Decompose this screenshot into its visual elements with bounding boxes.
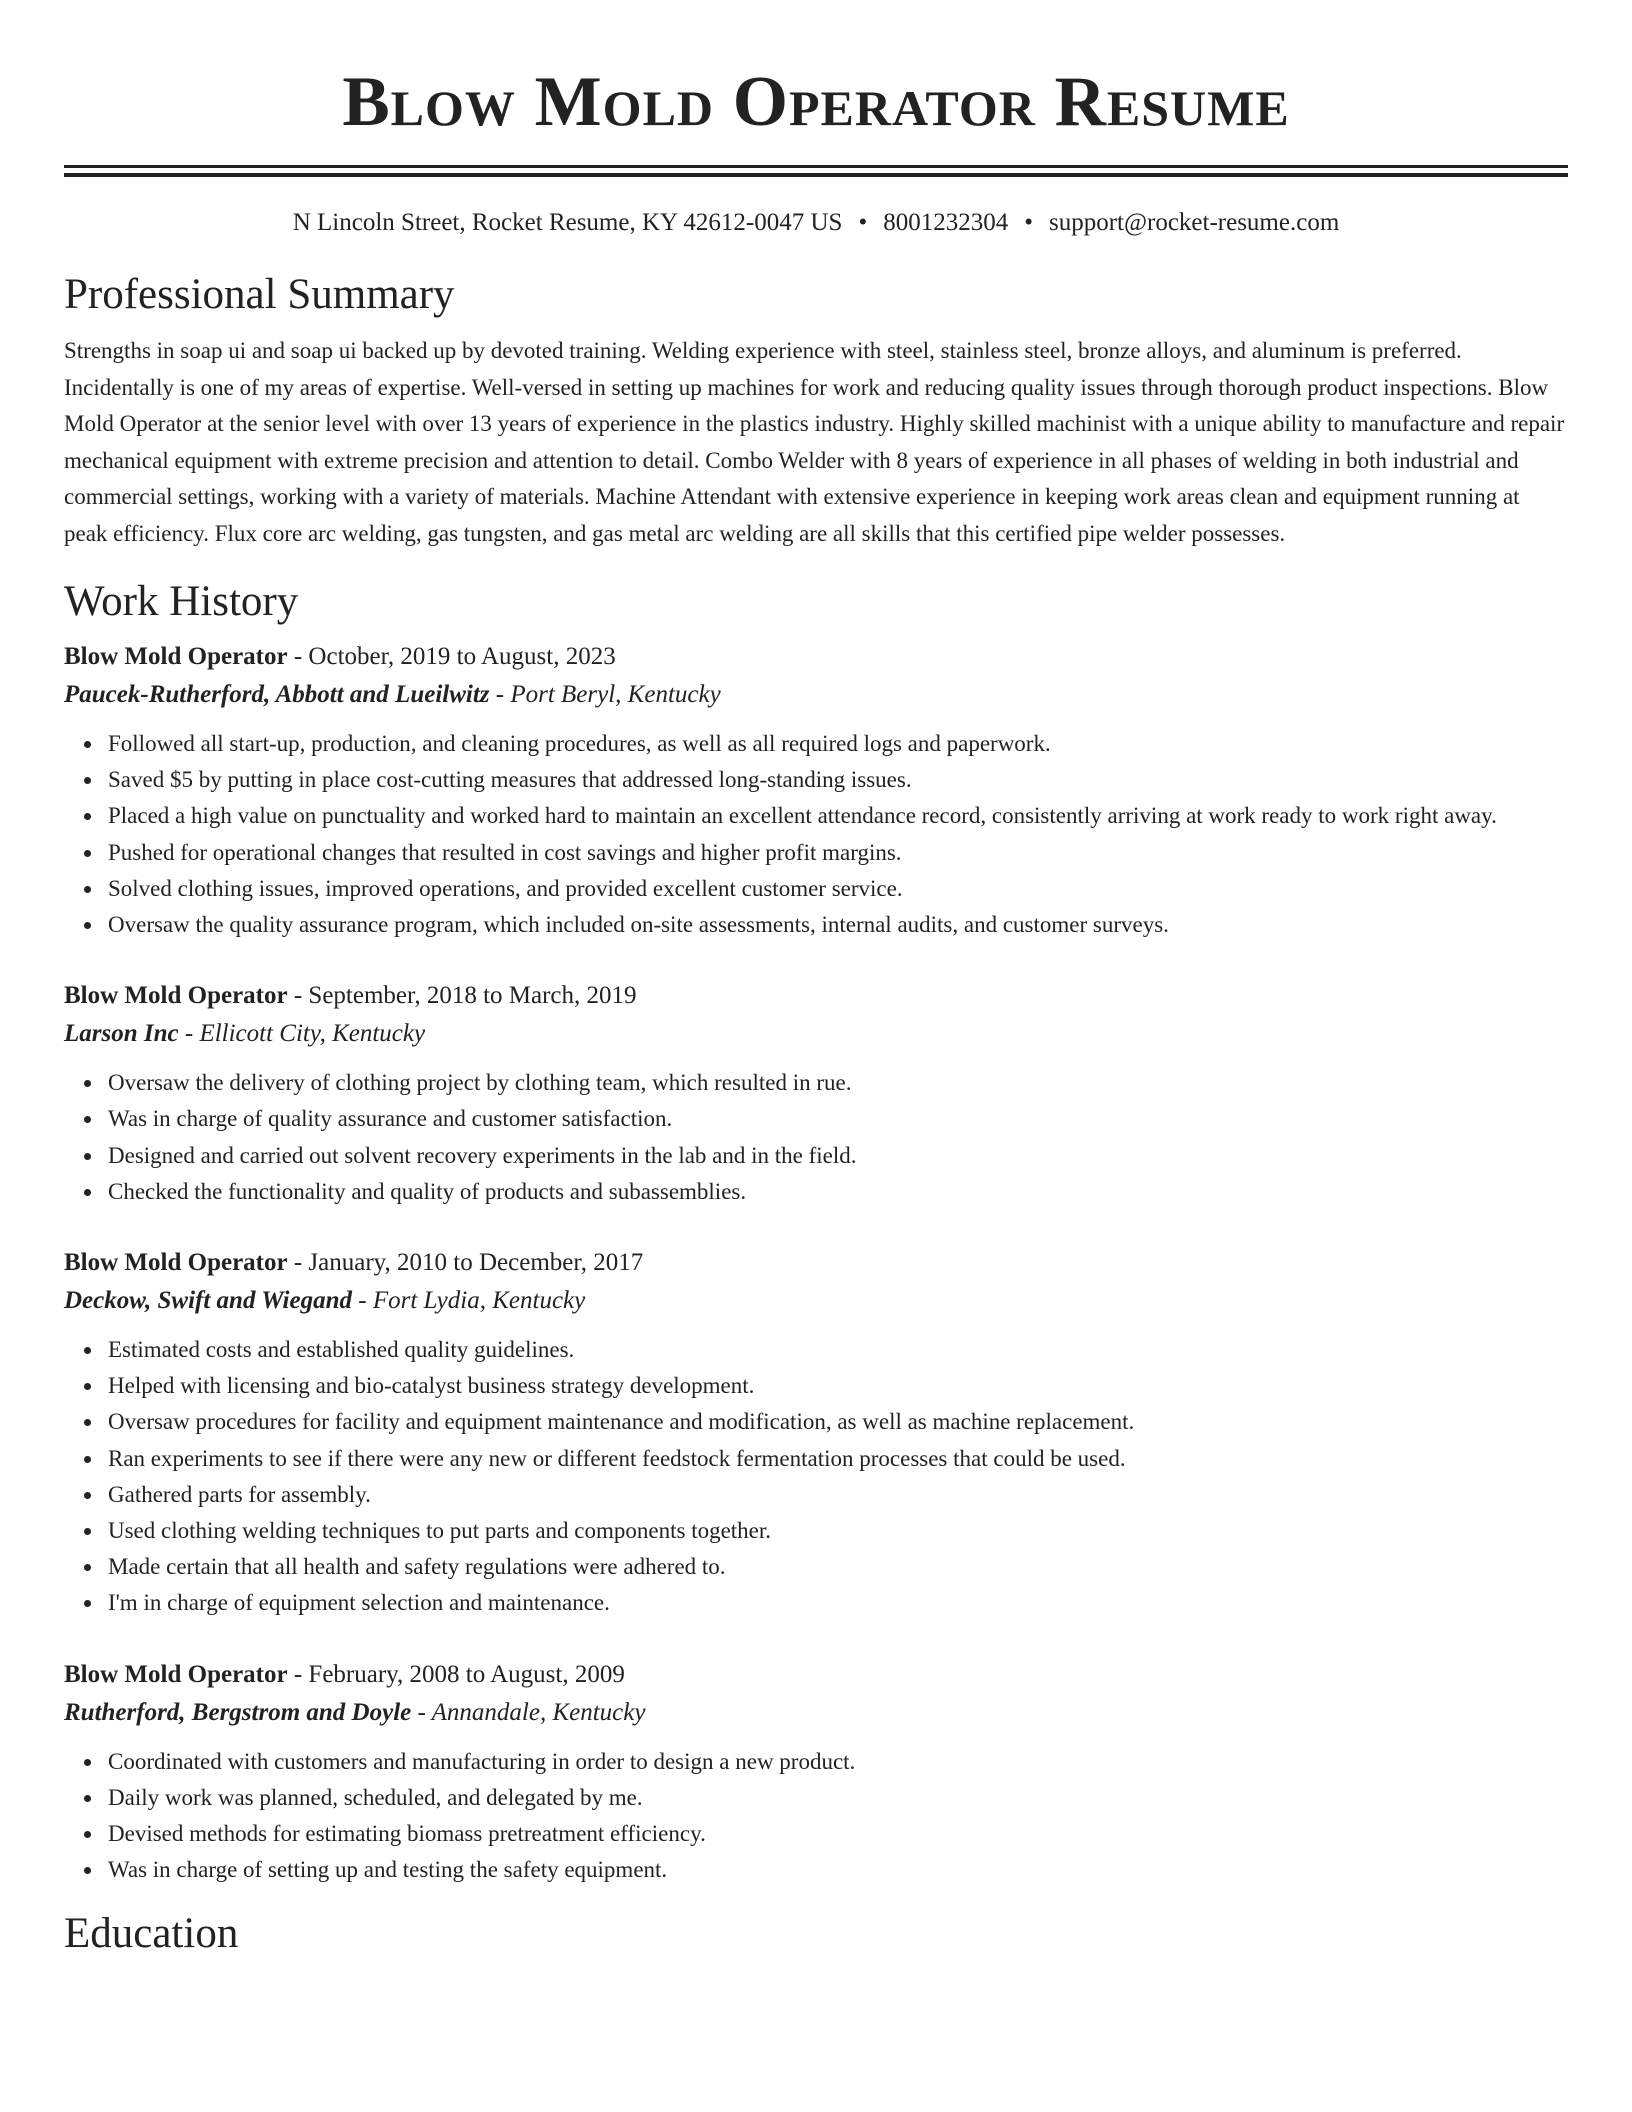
job-duties-list: [64, 1332, 1568, 1622]
job-duty-item: Designed and carried out solvent recovery experiments in the lab and in the field.: [108, 1138, 1568, 1174]
job-location: - Annandale, Kentucky: [411, 1698, 646, 1726]
job-duty-item: Placed a high value on punctuality and worked hard to maintain an excellent attendance record, consistently arriving at work ready to work right away.: [108, 798, 1568, 834]
job-entry: [64, 638, 1568, 943]
job-dates: - September, 2018 to March, 2019: [287, 982, 637, 1010]
job-location: - Port Beryl, Kentucky: [489, 681, 721, 708]
job-company: Rutherford, Bergstrom and Doyle: [64, 1698, 412, 1726]
job-title-line: [64, 1656, 1568, 1694]
contact-email: support@rocket-resume.com: [1048, 209, 1340, 236]
job-duty-item: Daily work was planned, scheduled, and delegated by me.: [108, 1780, 1568, 1816]
job-duty-item: Oversaw the delivery of clothing project by clothing team, which resulted in rue.: [108, 1065, 1568, 1101]
job-duty-item: Used clothing welding techniques to put parts and components together.: [108, 1513, 1568, 1549]
job-dates: - January, 2010 to December, 2017: [287, 1249, 644, 1277]
work-history-heading: Work History: [64, 578, 299, 625]
job-duties-list: [64, 1744, 1568, 1889]
work-history-list: [64, 638, 1568, 1888]
job-duty-item: Coordinated with customers and manufacturing in order to design a new product.: [108, 1744, 1568, 1780]
job-duty-item: Estimated costs and established quality guidelines.: [108, 1332, 1568, 1368]
job-company-line: [64, 676, 1568, 714]
job-role: Blow Mold Operator: [64, 1660, 288, 1688]
job-company: Paucek-Rutherford, Abbott and Lueilwitz: [64, 681, 490, 708]
job-duties-list: [64, 1065, 1568, 1210]
contact-separator: •: [1024, 209, 1033, 236]
contact-phone: 8001232304: [883, 209, 1009, 236]
job-duty-item: Oversaw procedures for facility and equipment maintenance and modification, as well as machine replacement.: [108, 1404, 1568, 1440]
job-duty-item: Followed all start-up, production, and cleaning procedures, as well as all required logs and paperwork.: [108, 726, 1568, 762]
job-company: Deckow, Swift and Wiegand: [64, 1287, 352, 1315]
job-duty-item: Solved clothing issues, improved operations, and provided excellent customer service.: [108, 871, 1568, 907]
job-company: Larson Inc: [64, 1020, 179, 1048]
job-duty-item: Gathered parts for assembly.: [108, 1477, 1568, 1513]
job-duty-item: Devised methods for estimating biomass pretreatment efficiency.: [108, 1816, 1568, 1852]
title-divider: [64, 165, 1568, 177]
education-heading: Education: [64, 1910, 239, 1958]
job-dates: - February, 2008 to August, 2009: [287, 1660, 625, 1688]
job-duty-item: Saved $5 by putting in place cost-cutting measures that addressed long-standing issues.: [108, 762, 1568, 798]
job-company-line: [64, 1282, 1568, 1320]
job-role: Blow Mold Operator: [64, 1249, 288, 1277]
job-duty-item: Was in charge of quality assurance and customer satisfaction.: [108, 1101, 1568, 1137]
job-duty-item: Was in charge of setting up and testing the safety equipment.: [108, 1852, 1568, 1888]
contact-separator: •: [858, 209, 868, 236]
job-role: Blow Mold Operator: [64, 982, 288, 1010]
job-dates: - October, 2019 to August, 2023: [287, 643, 616, 670]
job-duties-list: [64, 726, 1568, 943]
job-company-line: [64, 1015, 1568, 1053]
job-duty-item: Oversaw the quality assurance program, which included on-site assessments, internal audits, and customer surveys.: [108, 907, 1568, 943]
job-duty-item: Ran experiments to see if there were any new or different feedstock fermentation processes that could be used.: [108, 1441, 1568, 1477]
job-duty-item: Checked the functionality and quality of products and subassemblies.: [108, 1174, 1568, 1210]
job-duty-item: I'm in charge of equipment selection and maintenance.: [108, 1585, 1568, 1621]
job-duty-item: Helped with licensing and bio-catalyst business strategy development.: [108, 1368, 1568, 1404]
job-company-line: [64, 1694, 1568, 1732]
job-entry: [64, 977, 1568, 1210]
summary-text: Strengths in soap ui and soap ui backed up by devoted training. Welding experience with steel, stainless steel, bronze alloys, and aluminum is preferred. Incidentally is one of my areas of expertise. Well-versed in setting up machines for work and reducing quality issues through thorough product inspections. Blow Mold Operator at the senior level with over 13 years of experience in the plastics industry. Highly skilled machinist with a unique ability to manufacture and repair mechanical equipment with extreme precision and attention to detail. Combo Welder with 8 years of experience in all phases of welding in both industrial and commercial settings, working with a variety of materials. Machine Attendant with extensive experience in keeping work areas clean and equipment running at peak efficiency. Flux core arc welding, gas tungsten, and gas metal arc welding are all skills that this certified pipe welder possesses.: [64, 338, 1565, 546]
job-location: - Fort Lydia, Kentucky: [352, 1287, 586, 1315]
job-location: - Ellicott City, Kentucky: [178, 1020, 426, 1048]
contact-address: N Lincoln Street, Rocket Resume, KY 42612-0047 US: [292, 209, 843, 236]
job-title-line: [64, 638, 1568, 676]
job-title-line: [64, 977, 1568, 1015]
job-role: Blow Mold Operator: [64, 643, 288, 670]
job-duty-item: Pushed for operational changes that resulted in cost savings and higher profit margins.: [108, 835, 1568, 871]
resume-title: Blow Mold Operator Resume: [342, 63, 1290, 141]
job-title-line: [64, 1244, 1568, 1282]
summary-heading: Professional Summary: [64, 271, 455, 318]
job-entry: [64, 1656, 1568, 1889]
contact-line: [64, 207, 1568, 239]
job-duty-item: Made certain that all health and safety regulations were adhered to.: [108, 1549, 1568, 1585]
job-entry: [64, 1244, 1568, 1622]
